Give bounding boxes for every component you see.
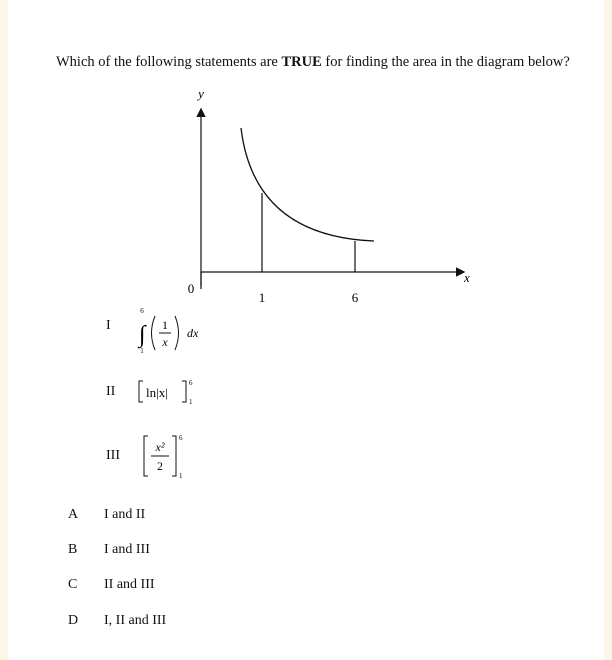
question-text (56, 54, 596, 71)
statement-3-numeral: III (106, 448, 120, 463)
lower-limit: 1 (179, 472, 183, 480)
question-text-start: Which of the following statements are (56, 54, 282, 70)
left-bracket (139, 381, 143, 402)
option-d-letter: D (68, 613, 79, 628)
option-c-text: II and III (104, 577, 155, 592)
statement-3-expression (135, 432, 215, 482)
differential: dx (187, 326, 199, 340)
integral-upper-limit: 6 (140, 307, 144, 315)
option-d-text: I, II and III (104, 613, 167, 628)
left-bracket (144, 436, 148, 476)
question-bold-word: TRUE (281, 54, 322, 70)
option-b-text: I and III (104, 542, 150, 557)
statement-1-expression (135, 308, 215, 356)
curve-1-over-x (241, 128, 374, 241)
right-bracket (172, 436, 176, 476)
fraction-denominator: 2 (157, 459, 163, 473)
right-bracket (182, 381, 186, 402)
option-b-letter: B (68, 542, 78, 557)
statement-2-numeral: II (106, 384, 116, 399)
origin-label: 0 (187, 281, 195, 296)
option-a-letter: A (68, 507, 79, 522)
x-axis-label: x (464, 270, 470, 285)
lower-limit: 1 (189, 398, 193, 406)
fraction-numerator: 1 (162, 318, 168, 332)
statement-2-expression (135, 378, 215, 408)
upper-limit: 6 (179, 434, 183, 442)
tick-label-1: 1 (258, 290, 266, 305)
tick-label-6: 6 (351, 290, 359, 305)
integral-lower-limit: 1 (140, 347, 144, 355)
fraction-numerator: x² (155, 440, 165, 454)
option-c-letter: C (68, 577, 78, 592)
upper-limit: 6 (189, 379, 193, 387)
right-parenthesis (175, 316, 179, 350)
integral-sign: ∫ (139, 322, 146, 348)
question-text-end: for finding the area in the diagram below? (321, 54, 570, 70)
y-axis-label: y (198, 86, 204, 101)
statement-1-numeral: I (106, 318, 111, 333)
question-page (8, 0, 604, 660)
option-a-text: I and II (104, 507, 146, 522)
bracket-body: ln|x| (146, 385, 168, 400)
fraction-denominator: x (162, 335, 168, 349)
area-diagram (8, 0, 604, 660)
left-parenthesis (152, 316, 156, 350)
